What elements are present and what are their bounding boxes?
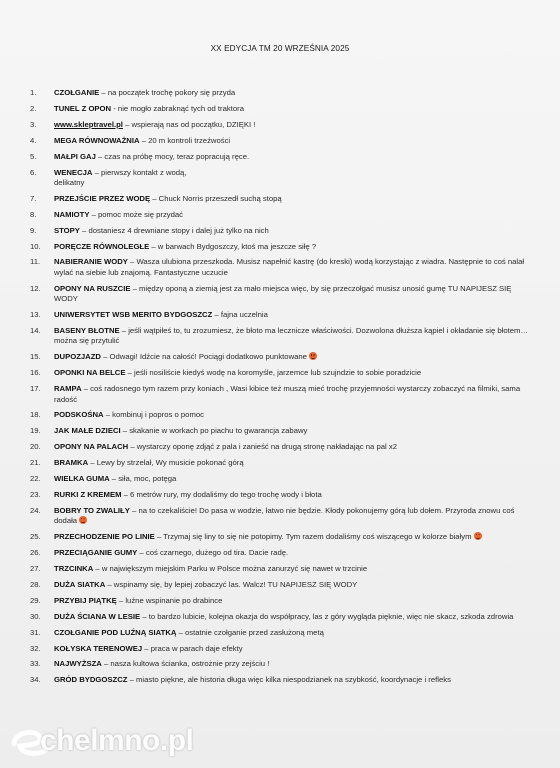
item-text [54,458,535,468]
item-name: NAMIOTY [54,209,90,219]
page-title: XX EDYCJA TM 20 WRZEŚNIA 2025 [210,44,350,53]
item-number: 33. [30,659,41,669]
item-text [54,410,535,420]
item-text [54,532,535,542]
obstacle-list [30,88,535,691]
list-item [30,442,535,452]
item-text [54,612,535,622]
item-name: TUNEL Z OPON [54,103,112,113]
item-text [54,152,535,162]
item-text [54,580,535,590]
list-item [30,210,535,220]
list-item [30,284,535,305]
list-item [30,310,535,320]
item-number: 22. [30,474,41,484]
item-number: 4. [30,135,37,145]
item-text [54,596,535,606]
item-number: 17. [30,384,41,394]
item-text [54,104,535,114]
item-text [54,310,535,320]
item-number: 10. [30,241,41,251]
item-name: JAK MAŁE DZIECI [54,426,121,436]
item-number: 26. [30,548,41,558]
item-text [54,442,535,452]
item-description: – dostaniesz 4 drewniane stopy i dalej już tylko na nich [79,225,269,235]
item-description: – Chuck Norris przeszedł suchą stopą [150,193,282,203]
item-number: 25. [30,532,41,542]
item-number: 12. [30,283,41,293]
item-description: – praca w parach daje efekty [142,643,243,653]
item-number: 21. [30,458,41,468]
list-item [30,490,535,500]
watermark [6,722,216,762]
list-item [30,675,535,685]
item-name: NABIERANIE WODY [54,257,128,267]
item-description: – na początek trochę pokory się przyda [99,88,236,97]
list-item [30,659,535,669]
item-name: DUŻA ŚCIANA W LESIE [54,611,141,621]
item-number: 7. [30,193,37,203]
item-text [54,284,535,305]
item-text [54,490,535,500]
item-number: 6. [30,167,37,177]
item-description: – coś czarnego, dużego od tira. Dacie radę. [137,548,289,558]
item-name: DUŻA SIATKA [54,579,106,589]
list-item [30,104,535,114]
list-item [30,548,535,558]
item-name: BOBRY TO ZWALIŁY [54,505,130,515]
item-description: – w największym miejskim Parku w Polsce można zanurzyć się nawet w trzcinie [93,564,368,573]
item-name: PRZYBIJ PIĄTKĘ [54,595,117,605]
list-item [30,326,535,347]
item-description: – coś radosnego tym razem przy koniach , Wasi kibice też muszą mieć trochę przyjemności wystarczy zobaczyć na filmiki, sama radość [54,384,521,404]
item-name: BRAMKA [54,458,89,468]
item-description: – miasto piękne, ale historia długa więc kilka niespodzianek na szybkość, koordynacje i refleks [127,675,451,685]
item-text [54,548,535,558]
item-number: 24. [30,505,41,515]
list-item [30,194,535,204]
item-name[interactable]: www.skleptravel.pl [54,119,123,129]
item-text [54,384,535,405]
list-item [30,426,535,436]
item-name: PRZECIĄGANIE GUMY [54,548,138,558]
item-description: – kombinuj i popros o pomoc [103,410,204,420]
item-text [54,168,535,189]
item-description: – siła, moc, potęga [109,474,177,484]
item-number: 14. [30,326,41,335]
list-item [30,168,535,189]
item-description: – pomoc może się przydać [89,209,184,219]
item-text [54,659,535,669]
list-item [30,136,535,146]
item-text [54,242,535,252]
item-text [54,426,535,436]
list-item [30,152,535,162]
item-description: – Wasza ulubiona przeszkoda. Musisz napełnić kastrę (do kreski) wodą korzystając z wiadra. Następnie to coś nalał wylać na siebie lub znajomą. Fantastyczne uczucie [54,257,525,277]
item-description: – nasza kultowa ścianka, ostrożnie przy zejściu ! [101,659,270,669]
item-name: CZOŁGANIE [54,88,100,97]
item-name: WENECJA [54,167,93,177]
item-description: – pierwszy kontakt z wodą, [92,167,187,177]
item-text [54,136,535,146]
item-number: 1. [30,88,37,97]
item-text [54,474,535,484]
item-description: – luźne wspinanie po drabince [116,595,223,605]
item-name: PODSKOŚNA [54,410,104,420]
item-number: 5. [30,151,37,161]
list-item [30,410,535,420]
item-number: 3. [30,119,37,129]
item-text [54,194,535,204]
list-item [30,368,535,378]
item-number: 2. [30,103,37,113]
item-name: PORĘCZE RÓWNOLEGŁE [54,241,150,251]
item-number: 13. [30,310,41,320]
item-name: TRZCINKA [54,564,94,573]
item-text [54,368,535,378]
item-description: – fajna uczelnia [212,310,268,320]
item-number: 16. [30,368,41,378]
item-name: GRÓD BYDGOSZCZ [54,675,128,685]
list-item [30,644,535,654]
item-description: – Lewy by strzelał, Wy musicie pokonać górą [88,458,244,468]
item-name: MEGA RÓWNOWAŻNIA [54,135,140,145]
item-description: – wspierają nas od początku, DZIĘKI ! [122,119,256,129]
item-name: OPONY NA RUSZCIE [54,283,131,293]
item-name: KOŁYSKA TERENOWEJ [54,643,143,653]
list-item [30,242,535,252]
list-item [30,506,535,527]
list-item [30,352,535,362]
item-number: 8. [30,209,37,219]
item-description: – wystarczy oponę zdjąć z pala i zanieść na drugą stronę nakładając na pal x2 [128,442,397,452]
watermark-text: chelmno.pl [40,724,194,757]
item-text [54,564,535,574]
item-text [54,326,535,347]
item-description: – między oponą a ziemią jest za mało miejsca więc, by się przeczołgać musisz unosić gumę TU NAPIJESZ SIĘ WODY [54,283,512,304]
item-description: – czas na próbę mocy, teraz popracują ręce. [95,151,250,161]
item-text [54,506,535,527]
item-number: 29. [30,595,41,605]
item-name: DUPOZJAZD [54,352,101,362]
item-name: RURKI Z KREMEM [54,489,122,499]
item-name: PRZECHODZENIE PO LINIE [54,532,155,542]
item-description: – wspinamy się, by lepiej zobaczyć las. Walcz! TU NAPIJESZ SIĘ WODY [105,579,358,589]
item-text [54,88,535,98]
item-name: NAJWYŻSZA [54,659,102,669]
item-description: – na to czekaliście! Do pasa w wodzie, łatwo nie będzie. Kłody pokonujemy górą lub dołem. Przyroda znowu coś dodała [54,505,515,526]
item-name: UNIWERSYTET WSB MERITO BYDGOSZCZ [54,310,213,320]
item-name: PRZEJŚCIE PRZEZ WODĘ [54,193,151,203]
item-number: 9. [30,225,37,235]
item-description: – w barwach Bydgoszczy, ktoś ma jeszcze siłę ? [149,241,317,251]
item-number: 32. [30,643,41,653]
list-item [30,628,535,638]
list-item [30,580,535,590]
smiley-emoji-icon [79,516,87,524]
item-number: 34. [30,675,41,685]
list-item [30,612,535,622]
list-item [30,257,535,278]
item-text [54,352,535,362]
item-description: – Odwagi! Idźcie na całość! Pociągi dodatkowo punktowane [100,352,307,362]
item-name: CZOŁGANIE POD LUŹNĄ SIATKĄ [54,627,177,637]
item-description: – jeśli wątpiłeś to, tu zrozumiesz, że błoto ma lecznicze właściwości. Dozwolona dłuższa kąpiel i okładanie się błotem… można się przytulić [54,326,529,346]
list-item [30,88,535,98]
item-number: 15. [30,352,41,362]
item-name: BASENY BŁOTNE [54,326,120,335]
item-text [54,644,535,654]
item-text [54,226,535,236]
item-number: 31. [30,627,41,637]
item-name: MAŁPI GAJ [54,151,96,161]
item-description: – skakanie w workach po piachu to gwarancja zabawy [120,426,308,436]
item-description: - nie mogło zabraknąć tych od traktora [111,103,244,113]
item-description-continued: delikatny [54,177,85,187]
list-item [30,384,535,405]
list-item [30,226,535,236]
item-number: 30. [30,611,41,621]
item-description: – Trzymaj się liny to się nie potopimy. Tym razem dodaliśmy coś wiszącego w kolorze białym [154,532,472,542]
item-text [54,257,535,278]
smiley-emoji-icon [309,352,317,360]
item-description: – ostatnie czołganie przed zasłużoną metą [176,627,324,637]
item-description: – 6 metrów rury, my dodaliśmy do tego trochę wody i błota [121,489,322,499]
item-description: – 20 m kontroli trzeźwości [139,135,231,145]
item-name: WIELKA GUMA [54,474,110,484]
item-number: 19. [30,426,41,436]
item-number: 11. [30,257,41,267]
list-item [30,458,535,468]
smiley-emoji-icon [474,532,482,540]
item-name: STOPY [54,225,80,235]
list-item [30,532,535,542]
item-description: – jeśli nosiliście kiedyś wodę na koromyśle, jarzemce lub szujndzie to sobie poradzicie [125,368,422,378]
list-item [30,120,535,130]
item-text [54,120,535,130]
item-number: 20. [30,442,41,452]
list-item [30,596,535,606]
list-item [30,564,535,574]
item-name: OPONKI NA BELCE [54,368,126,378]
item-name: RAMPA [54,384,82,394]
item-number: 27. [30,564,41,573]
item-text [54,628,535,638]
item-description: – to bardzo lubicie, kolejna okazja do współpracy, las z góry wygląda pięknie, więc nie skacz, szkoda zdrowia [140,611,514,621]
item-number: 23. [30,489,41,499]
item-name: OPONY NA PALACH [54,442,129,452]
item-text [54,675,535,685]
item-number: 18. [30,410,41,420]
list-item [30,474,535,484]
item-text [54,210,535,220]
item-number: 28. [30,579,41,589]
